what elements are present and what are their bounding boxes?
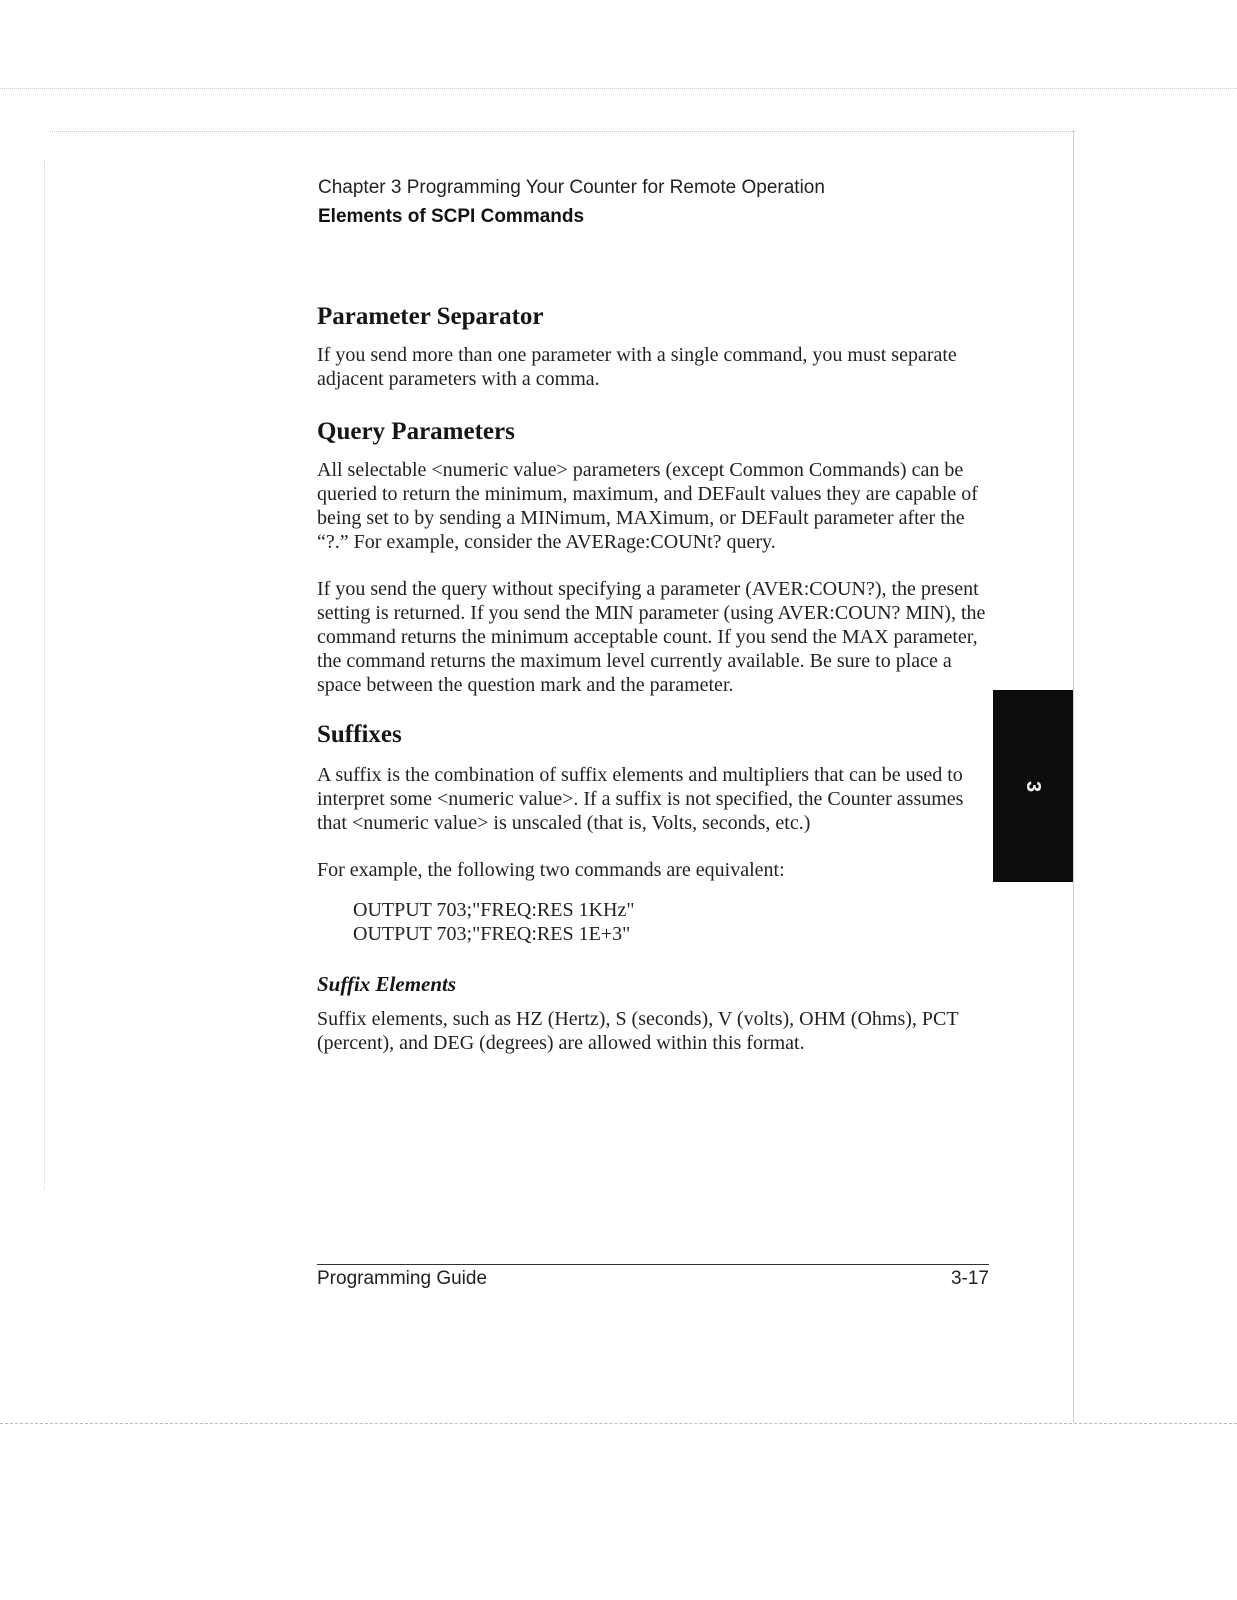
scan-edge-top-inner bbox=[50, 131, 1075, 132]
scan-edge-bottom bbox=[0, 1423, 1237, 1424]
paragraph-suffix-elements: Suffix elements, such as HZ (Hertz), S (seconds), V (volts), OHM (Ohms), PCT (percent), and DEG (degrees) are allowed within this format. bbox=[317, 1008, 959, 1054]
chapter-tab bbox=[993, 690, 1073, 882]
paragraph-parameter-separator: If you send more than one parameter with a single command, you must separate adjacent parameters with a comma. bbox=[317, 344, 957, 390]
chapter-tab-label: 3 bbox=[1022, 780, 1045, 792]
heading-parameter-separator: Parameter Separator bbox=[317, 303, 544, 330]
footer-guide-title: Programming Guide bbox=[317, 1268, 488, 1289]
paragraph-suffixes-1: A suffix is the combination of suffix elements and multipliers that can be used to interpret some <numeric value>. If a suffix is not specified, the Counter assumes that <numeric value> is unscaled (that is, Volts, seconds, etc.) bbox=[317, 764, 964, 834]
section-title: Elements of SCPI Commands bbox=[318, 206, 585, 227]
heading-query-parameters: Query Parameters bbox=[317, 418, 515, 445]
page-edge-left bbox=[44, 160, 45, 1190]
scan-edge-top bbox=[0, 88, 1237, 89]
chapter-title: Chapter 3 Programming Your Counter for Remote Operation bbox=[318, 177, 825, 198]
code-example-2: OUTPUT 703;"FREQ:RES 1E+3" bbox=[353, 923, 631, 945]
paragraph-suffixes-2: For example, the following two commands are equivalent: bbox=[317, 859, 785, 881]
heading-suffix-elements: Suffix Elements bbox=[317, 972, 457, 996]
paragraph-query-parameters-1: All selectable <numeric value> parameters (except Common Commands) can be queried to return the minimum, maximum, and DEFault values they are capable of being set to by sending a MINimum, MAXimum, or DEFault parameter after the “?.” For example, consider the AVERage:COUNt? query. bbox=[317, 459, 978, 553]
code-example-1: OUTPUT 703;"FREQ:RES 1KHz" bbox=[353, 899, 635, 921]
page-number: 3-17 bbox=[950, 1268, 989, 1289]
running-header bbox=[318, 176, 825, 229]
footer-rule bbox=[317, 1264, 989, 1265]
page-content bbox=[317, 300, 997, 1055]
heading-suffixes: Suffixes bbox=[317, 721, 402, 748]
paragraph-query-parameters-2: If you send the query without specifying a parameter (AVER:COUN?), the present setting is returned. If you send the MIN parameter (using AVER:COUN? MIN), the command returns the minimum acceptable count. If you send the MAX parameter, the command returns the maximum level currently available. Be sure to place a space between the question mark and the parameter. bbox=[317, 578, 986, 696]
page-edge-right bbox=[1073, 130, 1074, 1423]
